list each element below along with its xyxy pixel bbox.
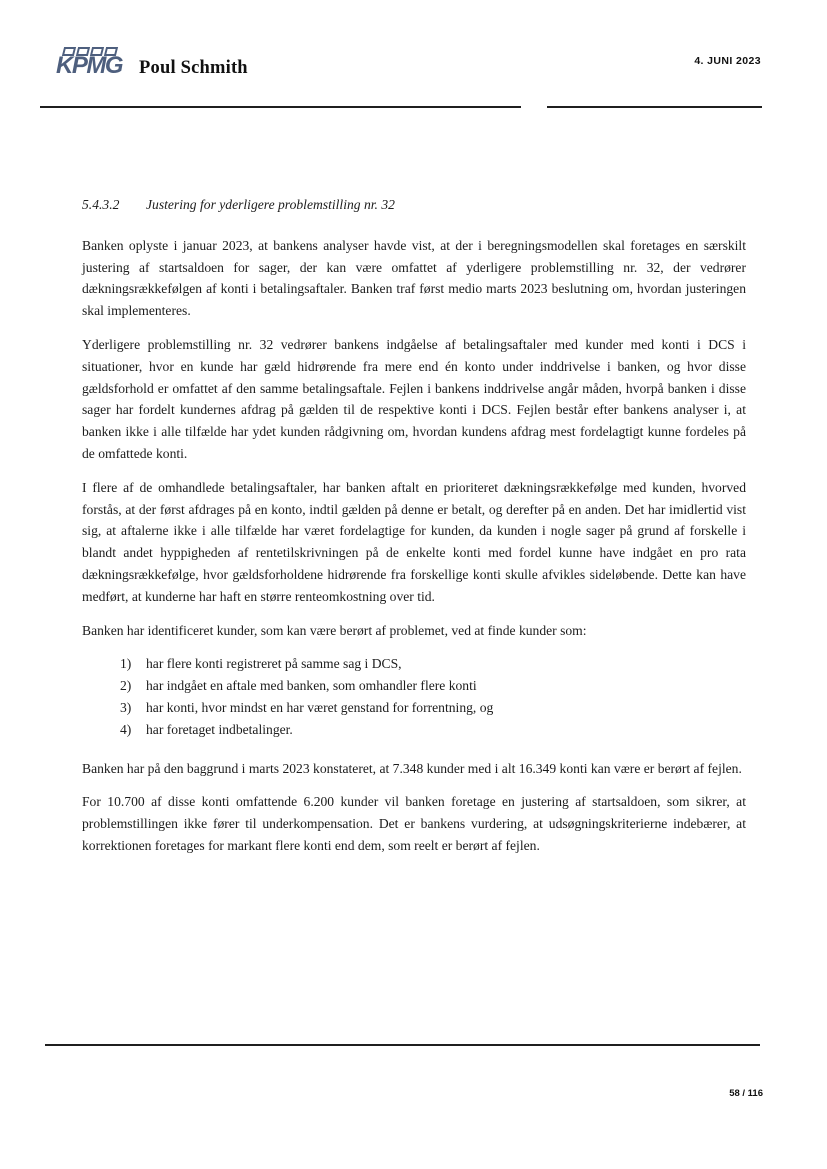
paragraph: Yderligere problemstilling nr. 32 vedrører bankens indgåelse af betalingsaftaler med kunder med konti i DCS i situationer, hvor en kunde har gæld hidrørende fra mere end én konto under inddrivelse i banken, og hvor disse gældsforhold er omfattet af den samme betalingsaftale. Fejlen i bankens inddrivelse angår måden, hvorpå banken i disse sager har fordelt kundernes afdrag på gælden til de respektive konti i DCS. Fejlen består efter bankens analyser i, at banken ikke i alle tilfælde har ydet kunden rådgivning om, hvordan kundens afdrag mest fordelagtigt kunne fordeles på de omfattede konti. xyxy=(82,336,746,461)
paragraph: Banken oplyste i januar 2023, at bankens analyser havde vist, at der i beregningsmodellen skal foretages en særskilt justering af startsaldoen for sager, der kan være omfattet af yderligere problemstilling nr. 32, der vedrører dækningsrækkefølgen af konti i betalingsaftaler. Banken traf først medio marts 2023 beslutning om, hvordan justeringen skal implementeres. xyxy=(82,237,746,319)
logo-box-icon xyxy=(76,47,90,56)
page-number: 58 / 116 xyxy=(729,1088,763,1099)
paragraph: Banken har på den baggrund i marts 2023 konstateret, at 7.348 kunder med i alt 16.349 konti kan være er berørt af fejlen. xyxy=(82,760,742,776)
document-content xyxy=(82,194,746,857)
kpmg-logo-text: KPMG xyxy=(56,52,122,79)
list-item-text: har foretaget indbetalinger. xyxy=(146,721,293,737)
list-item-marker: 3) xyxy=(120,699,132,715)
logo-box-icon xyxy=(104,47,118,56)
list-item-text: har konti, hvor mindst en har været genstand for forrentning, og xyxy=(146,699,494,715)
list-item xyxy=(120,675,746,697)
list-item-text: har indgået en aftale med banken, som omhandler flere konti xyxy=(146,678,477,694)
header-divider-right xyxy=(547,106,762,108)
footer-divider xyxy=(45,1044,760,1046)
list-item xyxy=(120,653,746,675)
list-item-marker: 4) xyxy=(120,721,132,737)
list-item-text: har flere konti registreret på samme sag i DCS, xyxy=(146,656,402,672)
list-item xyxy=(120,719,746,741)
list-item-marker: 2) xyxy=(120,678,132,694)
header-divider-left xyxy=(40,106,521,108)
document-date: 4. JUNI 2023 xyxy=(694,55,761,67)
paragraph-list-intro: Banken har identificeret kunder, som kan være berørt af problemet, ved at finde kunder som: xyxy=(82,622,587,638)
brand-name: Poul Schmith xyxy=(139,58,248,78)
list-item xyxy=(120,697,746,719)
section-title: Justering for yderligere problemstilling nr. 32 xyxy=(146,197,395,212)
kpmg-logo-icon xyxy=(56,47,122,78)
paragraph: I flere af de omhandlede betalingsaftaler, har banken aftalt en prioriteret dækningsrækkefølge med kunden, hvorved forstås, at der først afdrages på en konto, indtil gælden på denne er betalt, og derefter på en anden. Det har imidlertid vist sig, at aftalerne ikke i alle tilfælde har været fordelagtige for kunden, da kunden i nogle sager på grund af forskelle i blandt andet hyppigheden af rentetilskrivningen på de enkelte konti med fordel kunne have indgået en pro rata dækningsrækkefølge, hvor gældsforholdene hidrørende fra forskellige konti skulle afvikles sideløbende. Dette kan have medført, at kunderne har haft en større renteomkostning over tid. xyxy=(82,479,746,604)
kpmg-logo-outline-boxes xyxy=(63,47,122,56)
numbered-list xyxy=(120,653,746,740)
list-item-marker: 1) xyxy=(120,656,132,672)
section-number: 5.4.3.2 xyxy=(82,197,120,212)
section-heading xyxy=(82,194,746,216)
paragraph: For 10.700 af disse konti omfattende 6.200 kunder vil banken foretage en justering af startsaldoen, som sikrer, at problemstillingen ikke fører til underkompensation. Det er bankens vurdering, at udsøgningskriterierne indebærer, at korrektionen foretages for markant flere konti end dem, som reelt er berørt af fejlen. xyxy=(82,794,746,853)
logo-box-icon xyxy=(90,47,104,56)
logo-box-icon xyxy=(62,47,76,56)
